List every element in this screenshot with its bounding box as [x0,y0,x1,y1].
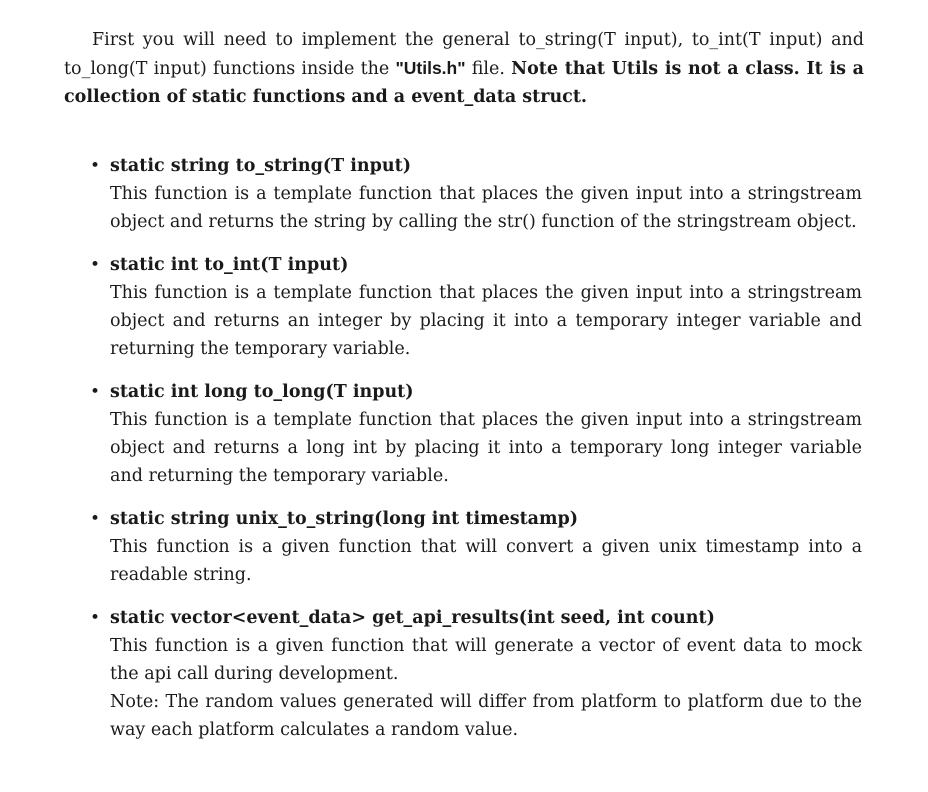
function-item-get-api-results [90,604,862,744]
function-item-to-string [90,152,862,236]
bullet-icon: • [90,608,101,628]
function-item-to-int [90,251,862,363]
function-description: This function is a template function that places the given input into a stringstream object and returns an integer by placing it into a temporary integer variable and returning the temporary variable. [110,283,862,359]
function-signature: static string to_string(T input) [110,156,411,176]
bullet-icon: • [90,509,101,529]
function-description: This function is a template function that places the given input into a stringstream object and returns a long int by placing it into a temporary long integer variable and returning the temporary variable. [110,410,862,486]
bullet-icon: • [90,255,101,275]
function-signature: static vector<event_data> get_api_results(int seed, int count) [110,608,715,628]
function-description: This function is a given function that will convert a given unix timestamp into a readable string. [110,537,862,585]
function-signature: static int long to_long(T input) [110,382,414,402]
function-item-to-long [90,378,862,490]
intro-paragraph [64,26,864,106]
function-signature: static int to_int(T input) [110,255,349,275]
function-signature: static string unix_to_string(long int timestamp) [110,509,579,529]
intro-text-continued: file. [465,59,512,79]
bullet-icon: • [90,382,101,402]
function-note: Note: The random values generated will differ from platform to platform due to the way each platform calculates a random value. [110,692,862,740]
function-list [90,152,862,759]
function-item-unix-to-string [90,505,862,589]
intro-text: First you will need to implement the general to_string(T input), to_int(T input) and to_long(T input) functions inside the [64,30,864,79]
utils-filename: "Utils.h" [395,58,466,78]
function-description: This function is a given function that will generate a vector of event data to mock the api call during development. [110,636,862,684]
bullet-icon: • [90,156,101,176]
intro-note: Note that Utils is not a class. It is a collection of static functions and a event_data struct. [64,59,864,106]
function-description: This function is a template function that places the given input into a stringstream object and returns the string by calling the str() function of the stringstream object. [110,184,862,232]
